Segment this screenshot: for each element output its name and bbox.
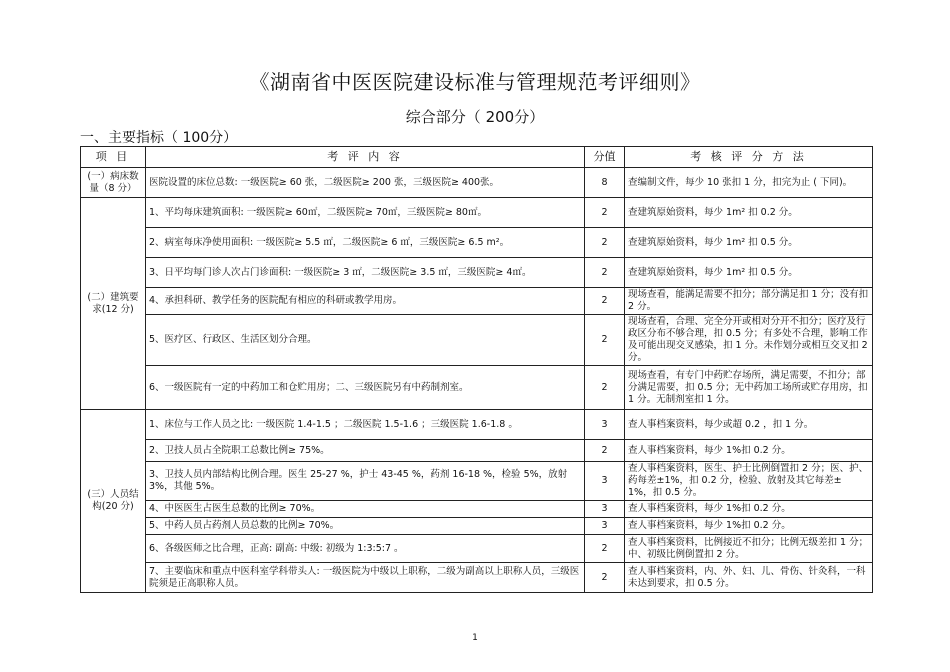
method-cell: 现场查看，能满足需要不扣分；部分满足扣 1 分；没有扣 2 分。 <box>625 288 873 315</box>
table-row <box>81 258 873 288</box>
score-cell: 3 <box>585 462 625 501</box>
table-row <box>81 366 873 410</box>
method-cell: 现场查看，合理、完全分开或相对分开不扣分；医疗及行政区分布不够合理，扣 0.5 分；有多处不合理，影响工作及可能出现交叉感染，扣 1 分。未作划分或相互交叉扣 2 分。 <box>625 315 873 366</box>
content-cell: 5、中药人员占药剂人员总数的比例≥ 70%。 <box>146 518 585 535</box>
content-cell: 5、医疗区、行政区、生活区划分合理。 <box>146 315 585 366</box>
criteria-table <box>80 146 873 593</box>
score-cell: 8 <box>585 168 625 198</box>
score-cell: 3 <box>585 410 625 440</box>
method-cell: 查人事档案资料，比例接近不扣分；比例无级差扣 1 分；中、初级比例倒置扣 2 分。 <box>625 535 873 563</box>
content-cell: 医院设置的床位总数: 一级医院≥ 60 张，二级医院≥ 200 张，三级医院≥ 400张。 <box>146 168 585 198</box>
content-cell: 4、承担科研、教学任务的医院配有相应的科研或教学用房。 <box>146 288 585 315</box>
score-cell: 3 <box>585 518 625 535</box>
method-cell: 查人事档案资料，每少 1%扣 0.2 分。 <box>625 501 873 518</box>
content-cell: 2、病室每床净使用面积: 一级医院≥ 5.5 ㎡，二级医院≥ 6 ㎡，三级医院≥ 6.5 m²。 <box>146 228 585 258</box>
document-subtitle: 综合部分（ 200分） <box>405 108 545 126</box>
score-cell: 2 <box>585 366 625 410</box>
table-row <box>81 535 873 563</box>
header-content: 考 评 内 容 <box>146 147 585 168</box>
content-cell: 4、中医医生占医生总数的比例≥ 70%。 <box>146 501 585 518</box>
content-cell: 2、卫技人员占全院职工总数比例≥ 75%。 <box>146 440 585 462</box>
table-row <box>81 518 873 535</box>
header-method: 考 核 评 分 方 法 <box>625 147 873 168</box>
method-cell: 查建筑原始资料，每少 1m² 扣 0.5 分。 <box>625 258 873 288</box>
header-score: 分值 <box>585 147 625 168</box>
method-cell: 查人事档案资料，每少 1%扣 0.2 分。 <box>625 440 873 462</box>
category-cell: (一）病床数量（8 分） <box>81 168 146 198</box>
content-cell: 1、平均每床建筑面积: 一级医院≥ 60㎡，二级医院≥ 70㎡，三级医院≥ 80㎡。 <box>146 198 585 228</box>
table-row <box>81 315 873 366</box>
content-cell: 7、主要临床和重点中医科室学科带头人: 一级医院为中级以上职称，二级为副高以上职称人员，三级医院须是正高职称人员。 <box>146 563 585 593</box>
score-cell: 2 <box>585 563 625 593</box>
method-cell: 查人事档案资料，医生、护士比例倒置扣 2 分；医、护、药每差±1%，扣 0.2 分，检验、放射及其它每差± 1%，扣 0.5 分。 <box>625 462 873 501</box>
document-title: 《湖南省中医医院建设标准与管理规范考评细则》 <box>249 70 701 94</box>
score-cell: 2 <box>585 198 625 228</box>
content-cell: 3、卫技人员内部结构比例合理。医生 25-27 %，护士 43-45 %，药剂 16-18 %，检验 5%，放射 3%，其他 5%。 <box>146 462 585 501</box>
method-cell: 查编制文件，每少 10 张扣 1 分，扣完为止 ( 下同)。 <box>625 168 873 198</box>
score-cell: 2 <box>585 440 625 462</box>
category-cell: (三）人员结构(20 分) <box>81 410 146 593</box>
score-cell: 3 <box>585 501 625 518</box>
method-cell: 查人事档案资料，内、外、妇、儿、骨伤、针灸科，一科未达到要求，扣 0.5 分。 <box>625 563 873 593</box>
score-cell: 2 <box>585 288 625 315</box>
method-cell: 查人事档案资料，每少 1%扣 0.2 分。 <box>625 518 873 535</box>
table-row <box>81 288 873 315</box>
method-cell: 查建筑原始资料，每少 1m² 扣 0.2 分。 <box>625 198 873 228</box>
table-row <box>81 168 873 198</box>
table-row <box>81 462 873 501</box>
content-cell: 6、一级医院有一定的中药加工和仓贮用房；二、三级医院另有中药制剂室。 <box>146 366 585 410</box>
table-row <box>81 410 873 440</box>
content-cell: 1、床位与工作人员之比: 一级医院 1.4-1.5 ；二级医院 1.5-1.6 ；三级医院 1.6-1.8 。 <box>146 410 585 440</box>
header-item: 项 目 <box>81 147 146 168</box>
table-row <box>81 198 873 228</box>
category-cell: (二）建筑要求(12 分) <box>81 198 146 410</box>
table-header-row <box>81 147 873 168</box>
method-cell: 查人事档案资料，每少或超 0.2 ，扣 1 分。 <box>625 410 873 440</box>
method-cell: 查建筑原始资料，每少 1m² 扣 0.5 分。 <box>625 228 873 258</box>
table-row <box>81 563 873 593</box>
table-row <box>81 501 873 518</box>
content-cell: 3、日平均每门诊人次占门诊面积: 一级医院≥ 3 ㎡，二级医院≥ 3.5 ㎡，三级医院≥ 4㎡。 <box>146 258 585 288</box>
page-number: 1 <box>472 633 478 643</box>
content-cell: 6、各级医师之比合理，正高: 副高: 中级: 初级为 1:3:5:7 。 <box>146 535 585 563</box>
score-cell: 2 <box>585 258 625 288</box>
section-heading: 一、主要指标（ 100分） <box>80 130 238 146</box>
table-row <box>81 440 873 462</box>
method-cell: 现场查看，有专门中药贮存场所，满足需要，不扣分；部分满足需要，扣 0.5 分；无中药加工场所或贮存用房，扣 1 分。无制剂室扣 1 分。 <box>625 366 873 410</box>
score-cell: 2 <box>585 535 625 563</box>
score-cell: 2 <box>585 228 625 258</box>
table-row <box>81 228 873 258</box>
score-cell: 2 <box>585 315 625 366</box>
